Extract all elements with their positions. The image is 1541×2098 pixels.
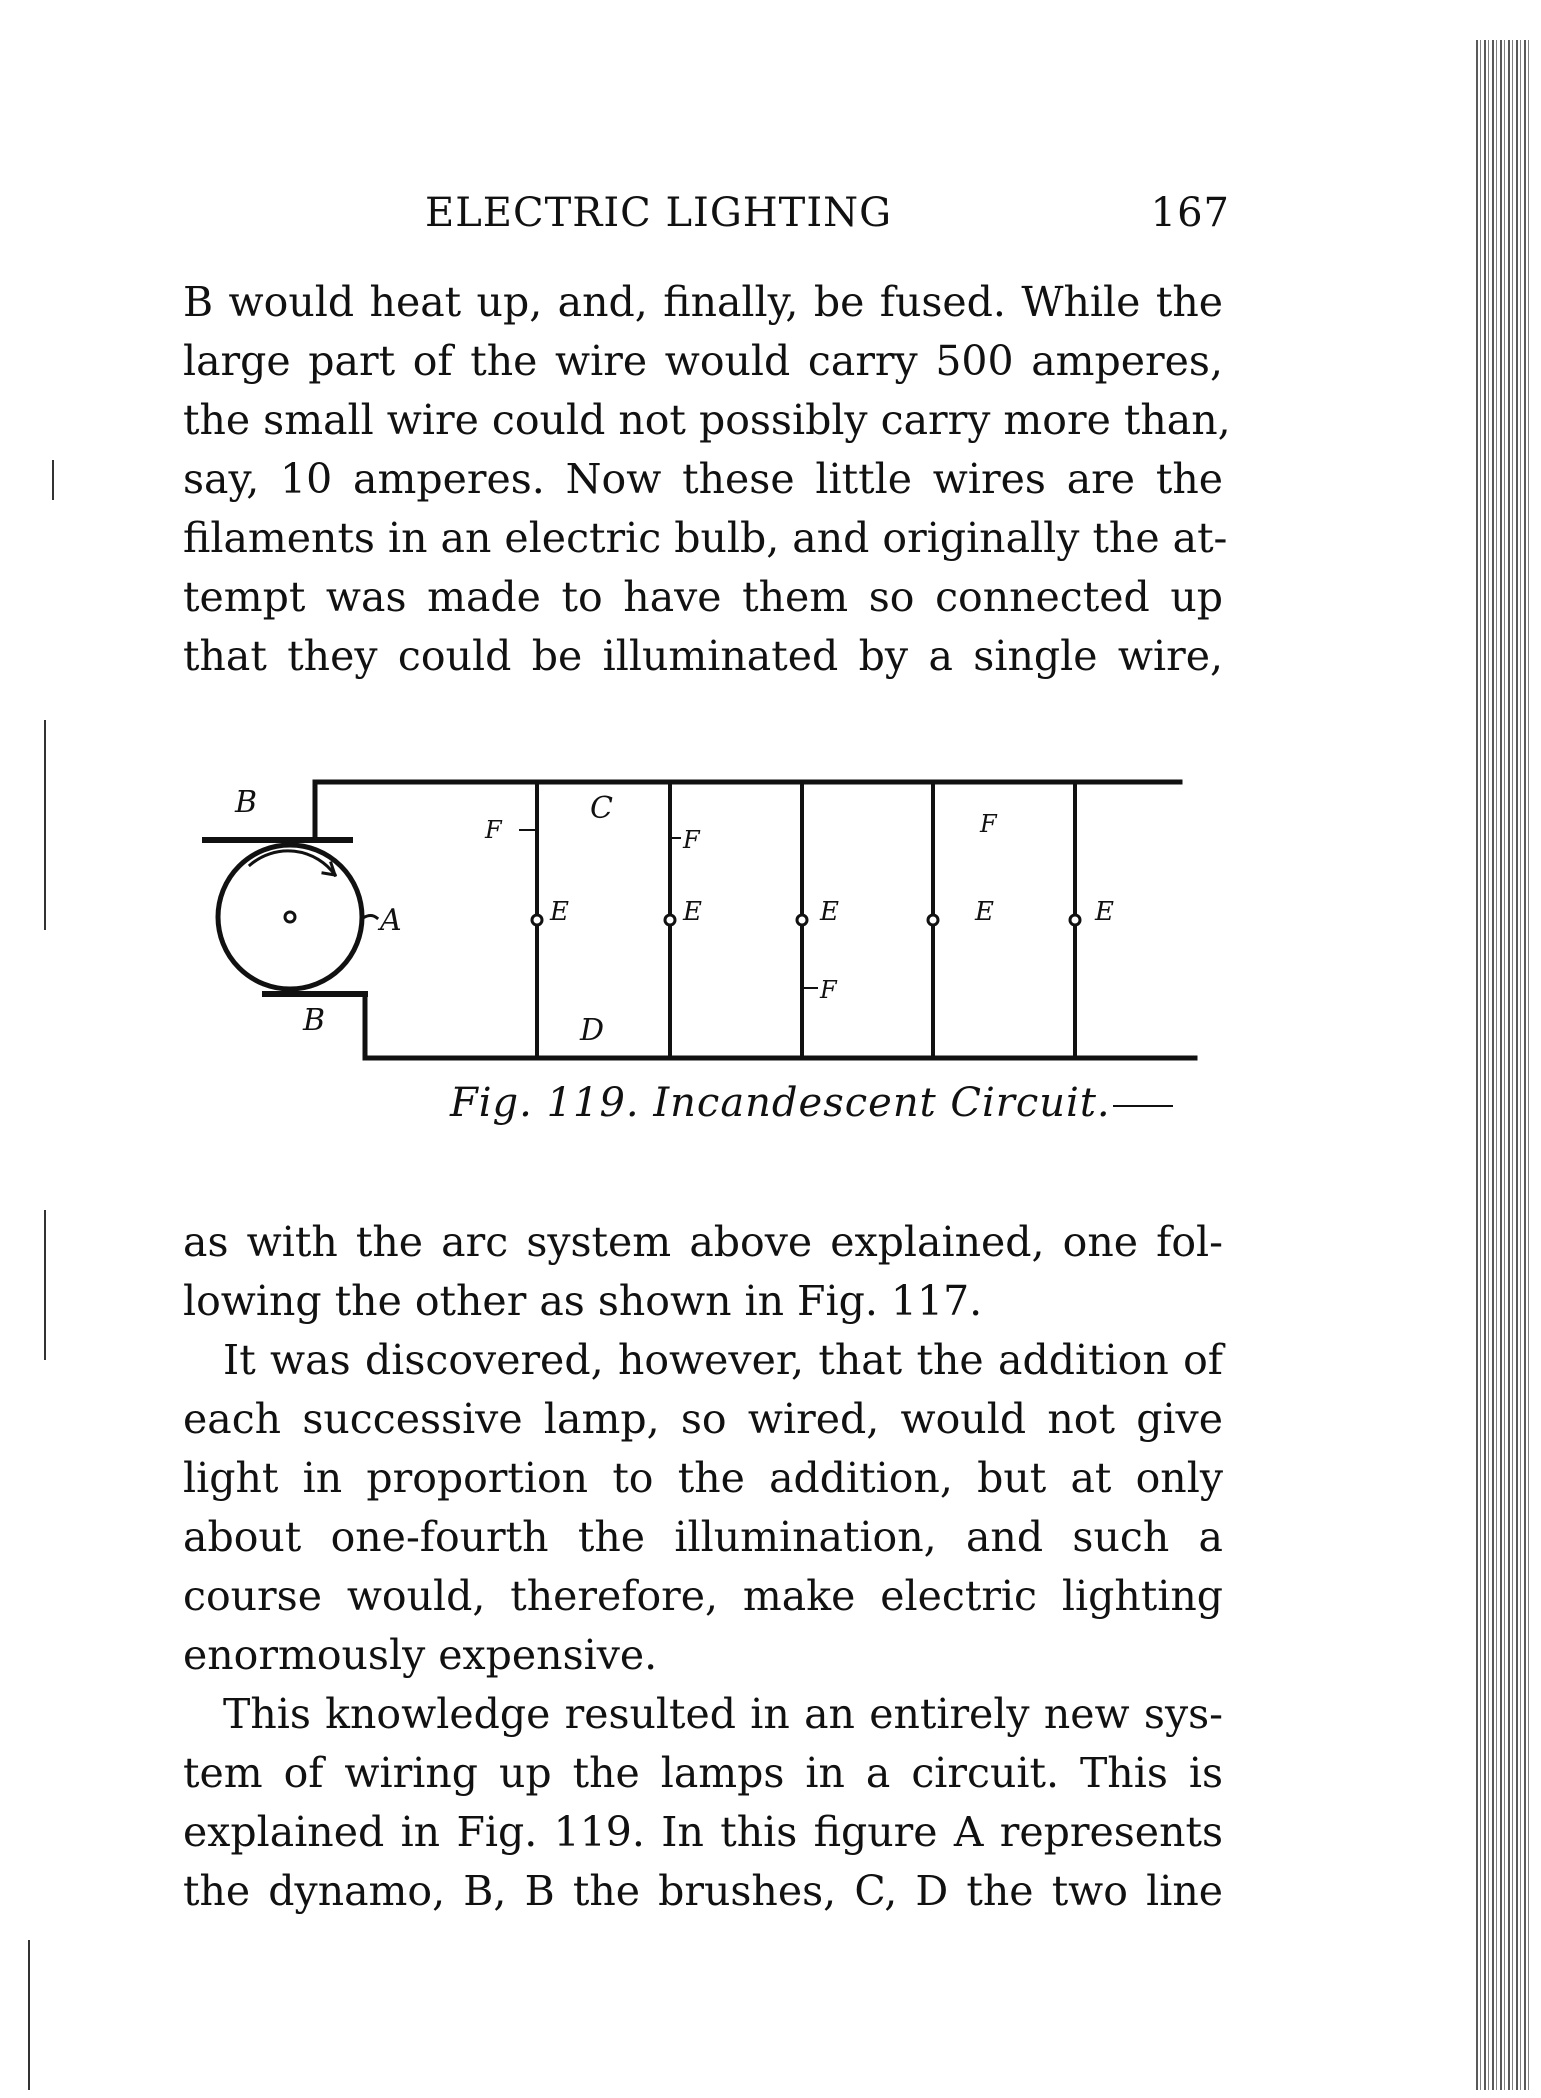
lamp-node	[928, 915, 938, 925]
text-line: explained in Fig. 119. In this figure A represents	[183, 1808, 1223, 1856]
text-line: that they could be illuminated by a single wire,	[183, 632, 1223, 680]
circuit-diagram	[195, 770, 1215, 1130]
label-e: E	[683, 897, 702, 927]
label-d: D	[580, 1013, 605, 1048]
incandescent-circuit-svg	[195, 770, 1215, 1130]
lamp-node	[797, 915, 807, 925]
label-e: E	[550, 897, 569, 927]
label-e: E	[1095, 897, 1114, 927]
text-line: course would, therefore, make electric lighting	[183, 1572, 1223, 1620]
text-line: tempt was made to have them so connected up	[183, 573, 1223, 621]
text-line: as with the arc system above explained, one fol-	[183, 1218, 1223, 1266]
text-line: the dynamo, B, B the brushes, C, D the two line	[183, 1867, 1223, 1915]
text-line: It was discovered, however, that the addition of	[223, 1336, 1223, 1384]
lamp-node	[1070, 915, 1080, 925]
paragraph-discovery	[183, 1331, 1223, 1685]
text-line: the small wire could not possibly carry more than,	[183, 396, 1231, 444]
text-line: say, 10 amperes. Now these little wires are the	[183, 455, 1223, 503]
label-a: A	[380, 903, 402, 938]
figure-caption	[450, 1080, 1173, 1126]
text-line: filaments in an electric bulb, and originally the at-	[183, 514, 1228, 562]
margin-mark	[28, 1940, 30, 2090]
text-line: B would heat up, and, finally, be fused. While the	[183, 278, 1223, 326]
text-line: tem of wiring up the lamps in a circuit. This is	[183, 1749, 1223, 1797]
caption-dash	[1113, 1105, 1173, 1107]
text-line: large part of the wire would carry 500 amperes,	[183, 337, 1223, 385]
label-e: E	[820, 897, 839, 927]
label-f: F	[485, 816, 502, 844]
lamp-node	[532, 915, 542, 925]
dynamo-ring	[218, 845, 362, 989]
lamp-node	[665, 915, 675, 925]
text-line: This knowledge resulted in an entirely new sys-	[223, 1690, 1223, 1738]
label-f: F	[980, 810, 997, 838]
label-e: E	[975, 897, 994, 927]
paragraph-after-figure	[183, 1213, 1223, 1331]
book-gutter-edge	[1476, 40, 1531, 2090]
margin-mark	[52, 460, 54, 500]
margin-mark	[44, 720, 46, 930]
page-number: 167	[1150, 190, 1230, 236]
label-b-bottom: B	[303, 1003, 326, 1038]
text-line: each successive lamp, so wired, would not give	[183, 1395, 1223, 1443]
label-b-top: B	[235, 785, 258, 820]
label-c: C	[590, 791, 613, 826]
running-title: ELECTRIC LIGHTING	[425, 190, 893, 236]
caption-text: Fig. 119. Incandescent Circuit.	[450, 1080, 1111, 1126]
label-f: F	[820, 976, 837, 1004]
text-line: lowing the other as shown in Fig. 117.	[183, 1277, 983, 1325]
text-line: enormously expensive.	[183, 1631, 658, 1679]
running-header	[180, 190, 1230, 250]
margin-mark	[44, 1210, 46, 1360]
text-line: light in proportion to the addition, but at only	[183, 1454, 1223, 1502]
label-f: F	[683, 826, 700, 854]
paragraph-new-wiring	[183, 1685, 1223, 1921]
paragraph-continued	[183, 273, 1231, 686]
dynamo-center	[285, 912, 295, 922]
text-line: about one-fourth the illumination, and such a	[183, 1513, 1223, 1561]
